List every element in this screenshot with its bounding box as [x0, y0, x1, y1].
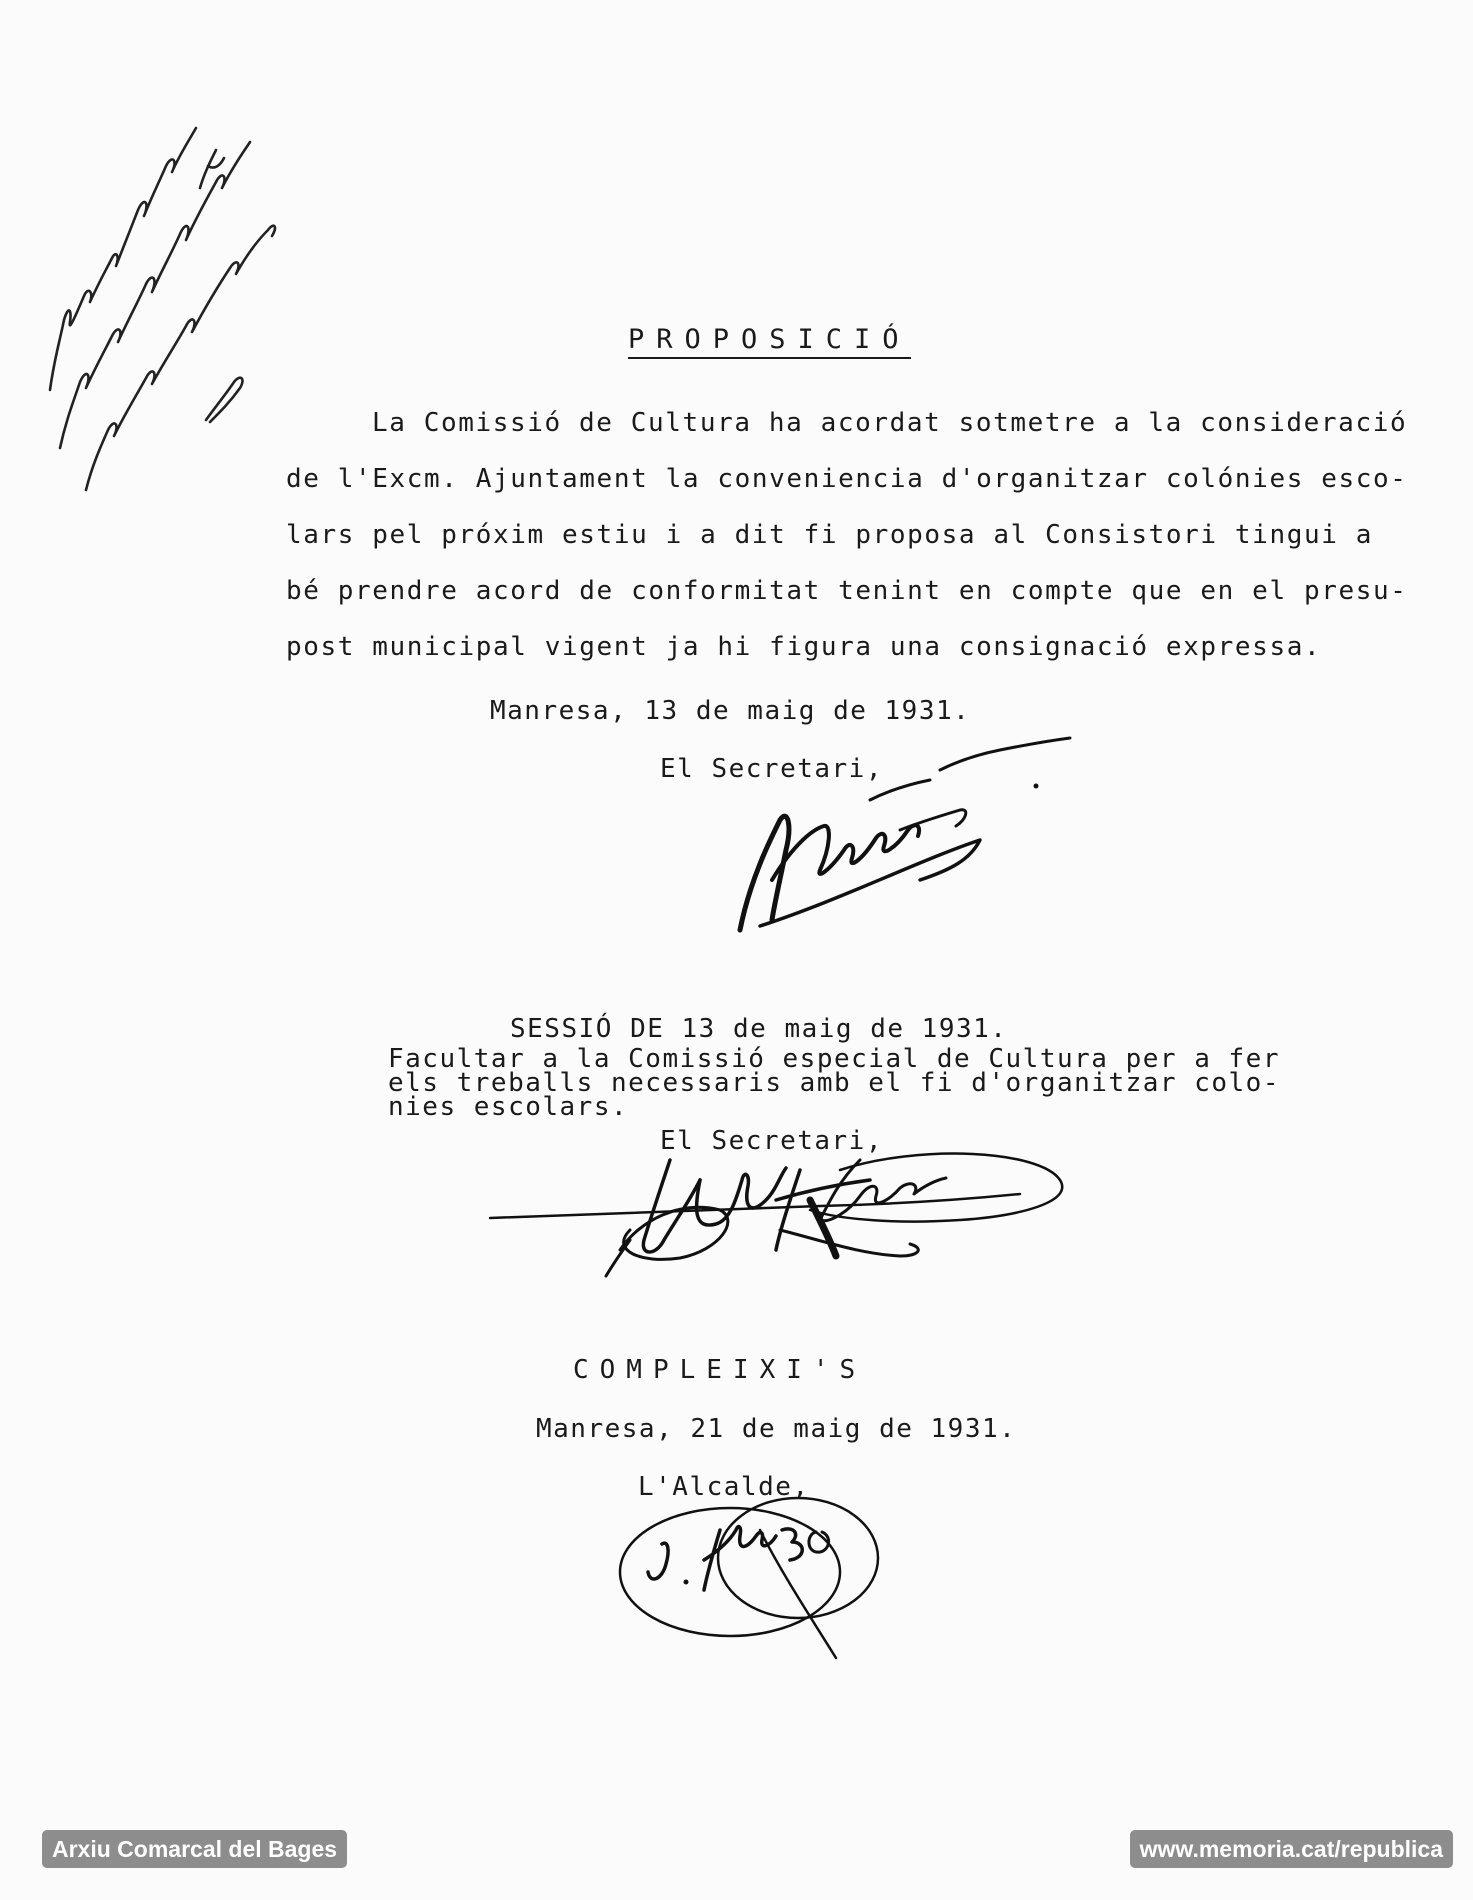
session-line: Facultar a la Comissió especial de Cultura per a fer: [388, 1044, 1280, 1074]
mayor-label: L'Alcalde,: [638, 1472, 810, 1502]
proposal-paragraph: [286, 408, 1408, 690]
secretary-signature-2: [480, 1140, 1080, 1280]
document-title: PROPOSICIÓ: [628, 326, 911, 359]
proposal-date: Manresa, 13 de maig de 1931.: [490, 696, 971, 726]
paragraph-line: post municipal vigent ja hi figura una consignació expressa.: [286, 632, 1322, 662]
paragraph-line: bé prendre acord de conformitat tenint en compte que en el presu-: [286, 576, 1408, 606]
session-line: nies escolars.: [388, 1092, 629, 1122]
archive-watermark: Arxiu Comarcal del Bages: [42, 1830, 347, 1868]
paragraph-line: lars pel próxim estiu i a dit fi proposa al Consistori tingui a: [286, 520, 1373, 550]
paragraph-line: La Comissió de Cultura ha acordat sotmetre a la consideració: [372, 408, 1408, 438]
mayor-date: Manresa, 21 de maig de 1931.: [536, 1414, 1017, 1444]
compleixis-heading: COMPLEIXI'S: [573, 1355, 867, 1385]
mayor-signature: [610, 1480, 910, 1660]
paragraph-line: de l'Excm. Ajuntament la conveniencia d'organitzar colónies esco-: [286, 464, 1408, 494]
website-watermark[interactable]: www.memoria.cat/republica: [1130, 1830, 1453, 1868]
secretary-signature-1: [720, 730, 1090, 940]
session-resolution: [388, 1014, 1280, 1122]
session-heading: SESSIÓ DE 13 de maig de 1931.: [510, 1014, 1008, 1044]
secretary-label-1: El Secretari,: [660, 754, 883, 784]
handwritten-marginal-note: [20, 70, 300, 510]
secretary-label-2: El Secretari,: [660, 1126, 883, 1156]
session-line: els treballs necessaris amb el fi d'organitzar colo-: [388, 1068, 1280, 1098]
